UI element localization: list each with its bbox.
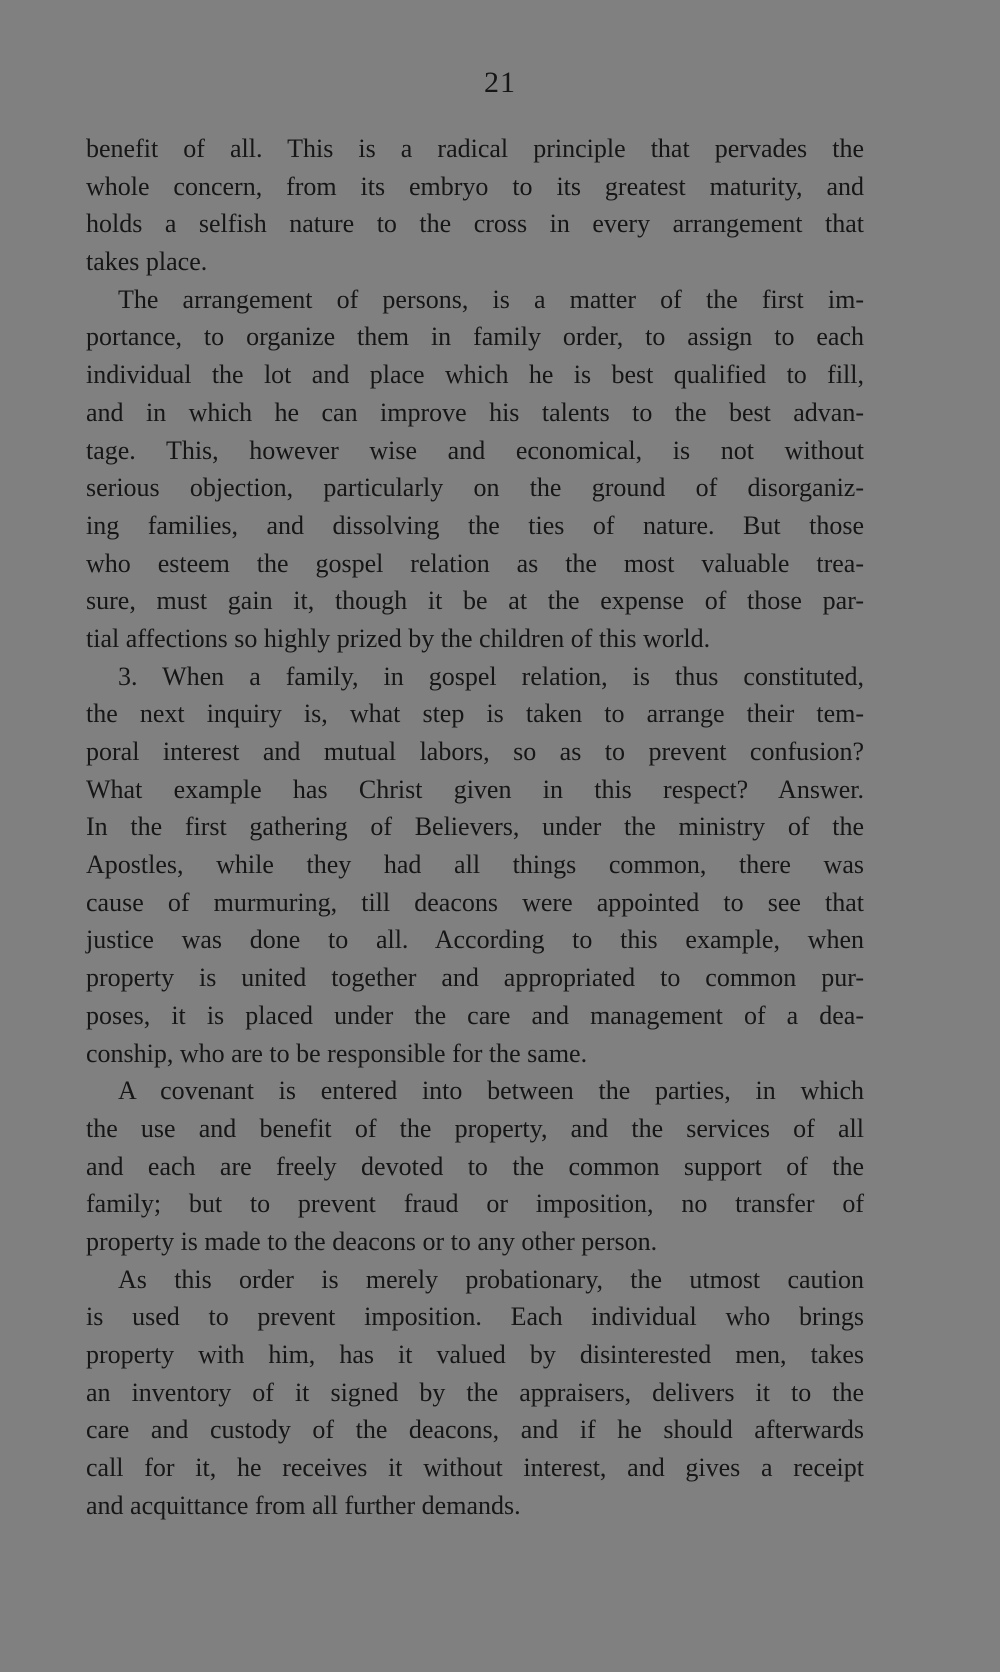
text-line: property with him, has it valued by disinterested men, takes: [86, 1340, 864, 1369]
text-line: A covenant is entered into between the parties, in which: [118, 1076, 864, 1106]
text-line: In the first gathering of Believers, under the ministry of the: [86, 812, 864, 842]
text-line: conship, who are to be responsible for the same.: [86, 1038, 588, 1068]
paragraph: [86, 1261, 864, 1525]
text-line: What example has Christ given in this respect? Answer.: [86, 774, 864, 804]
text-line: ing families, and dissolving the ties of nature. But those: [86, 510, 864, 540]
text-line: benefit of all. This is a radical principle that pervades the: [86, 134, 864, 163]
text-line: justice was done to all. According to this example, when: [86, 925, 864, 955]
text-line: the use and benefit of the property, and the services of all: [86, 1113, 864, 1143]
text-line: care and custody of the deacons, and if he should afterwards: [86, 1415, 864, 1445]
text-line: serious objection, particularly on the ground of disorganiz-: [86, 473, 864, 503]
text-line: holds a selfish nature to the cross in every arrangement that: [86, 209, 864, 239]
paragraph: [86, 130, 864, 281]
text-line: is used to prevent imposition. Each individual who brings: [86, 1302, 864, 1332]
text-line: and each are freely devoted to the common support of the: [86, 1151, 864, 1181]
text-line: and acquittance from all further demands.: [86, 1490, 521, 1520]
text-line: The arrangement of persons, is a matter of the first im-: [118, 284, 864, 314]
text-line: individual the lot and place which he is best qualified to fill,: [86, 360, 864, 390]
text-line: who esteem the gospel relation as the most valuable trea-: [86, 548, 864, 578]
text-line: tial affections so highly prized by the children of this world.: [86, 623, 711, 653]
paragraph: [86, 1072, 864, 1260]
text-line: Apostles, while they had all things common, there was: [86, 850, 864, 880]
text-line: poses, it is placed under the care and management of a dea-: [86, 1000, 864, 1030]
text-line: cause of murmuring, till deacons were appointed to see that: [86, 887, 864, 917]
text-line: family; but to prevent fraud or imposition, no transfer of: [86, 1189, 864, 1219]
text-line: As this order is merely probationary, the utmost caution: [118, 1264, 864, 1294]
text-line: whole concern, from its embryo to its greatest maturity, and: [86, 171, 864, 201]
text-line: 3. When a family, in gospel relation, is thus constituted,: [118, 661, 864, 691]
paragraph: [86, 658, 864, 1073]
text-line: portance, to organize them in family order, to assign to each: [86, 322, 864, 352]
text-line: property is made to the deacons or to any other person.: [86, 1226, 658, 1256]
body-text: [86, 130, 864, 1524]
page-number: 21: [484, 66, 516, 99]
paragraph: [86, 281, 864, 658]
text-line: sure, must gain it, though it be at the expense of those par-: [86, 586, 864, 616]
text-line: tage. This, however wise and economical, is not without: [86, 435, 864, 465]
text-line: poral interest and mutual labors, so as to prevent confusion?: [86, 737, 864, 766]
text-line: takes place.: [86, 247, 208, 277]
text-line: call for it, he receives it without interest, and gives a receipt: [86, 1453, 864, 1483]
text-line: the next inquiry is, what step is taken to arrange their tem-: [86, 699, 864, 729]
text-line: and in which he can improve his talents to the best advan-: [86, 397, 864, 427]
text-line: property is united together and appropriated to common pur-: [86, 963, 864, 993]
text-line: an inventory of it signed by the appraisers, delivers it to the: [86, 1377, 864, 1407]
